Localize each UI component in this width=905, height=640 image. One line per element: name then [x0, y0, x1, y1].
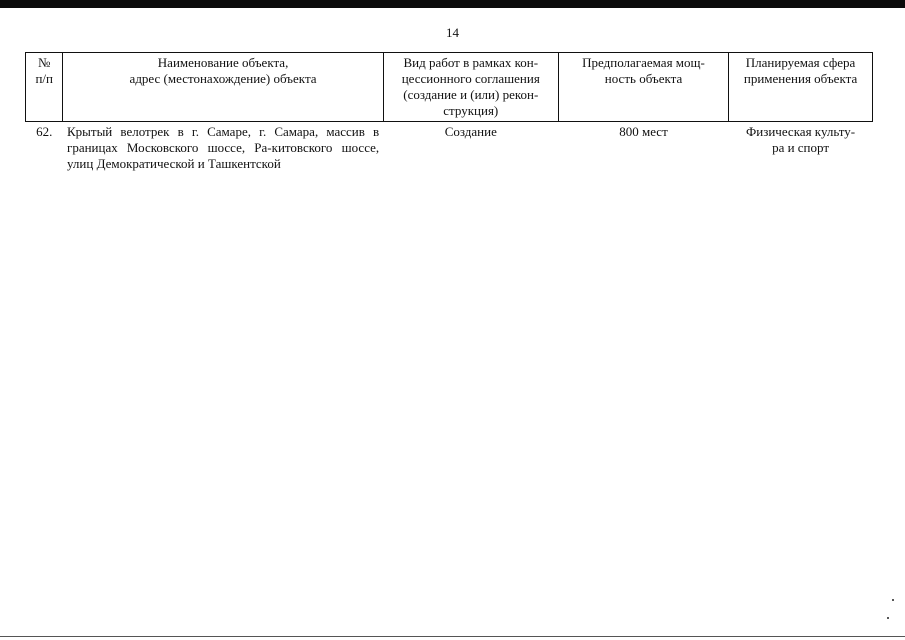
header-number: № п/п [26, 53, 63, 122]
header-object-name: Наименование объекта, адрес (местонахождение) объекта [63, 53, 383, 122]
scan-speck [887, 617, 889, 619]
table-header [26, 53, 873, 122]
cell-sphere: Физическая культу- ра и спорт [745, 124, 856, 155]
cell-capacity: 800 мест [619, 124, 668, 139]
cell-work-type: Создание [444, 124, 497, 139]
cell-number: 62. [36, 124, 53, 139]
scan-speck [892, 599, 894, 601]
concession-objects-table [25, 52, 873, 172]
table-header-row [26, 53, 873, 122]
cell-object-name: Крытый велотрек в г. Самаре, г. Самара, массив в границах Московского шоссе, Ра-китовского шоссе, улиц Демократической и Ташкентской [66, 124, 380, 171]
header-work-type: Вид работ в рамках кон- цессионного соглашения (создание и (или) рекон- струкция) [383, 53, 558, 122]
page-bottom-border [0, 636, 905, 637]
page-top-border [0, 0, 905, 8]
header-capacity: Предполагаемая мощ- ность объекта [558, 53, 728, 122]
page-number: 14 [446, 25, 459, 40]
table-row [26, 122, 873, 173]
table-body [26, 122, 873, 173]
header-sphere: Планируемая сфера применения объекта [729, 53, 873, 122]
